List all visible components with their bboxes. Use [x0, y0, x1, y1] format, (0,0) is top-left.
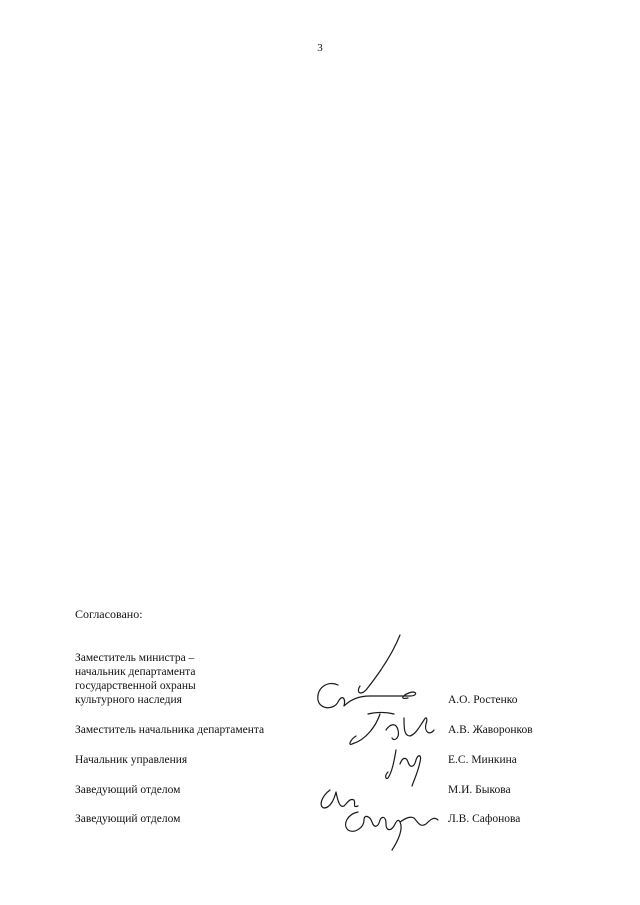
position-title: Заместитель начальника департамента: [75, 724, 265, 736]
position-title: Заведующий отделом: [75, 784, 181, 796]
approval-heading: Согласовано:: [75, 607, 143, 621]
signature-minkina: [386, 750, 421, 786]
position-title: Заведующий отделом: [75, 813, 181, 825]
signatory-name: А.В. Жаворонков: [448, 724, 533, 736]
signatory-name: М.И. Быкова: [448, 784, 511, 796]
signature-safonova: [346, 812, 438, 850]
position-title: Заместитель министра – начальник департамента государственной охраны культурного наследия: [75, 652, 196, 706]
signatory-name: А.О. Ростенко: [448, 694, 518, 706]
handwritten-signatures: [300, 630, 450, 860]
signatory-name: Л.В. Сафонова: [448, 813, 521, 825]
signature-bykova: [321, 790, 358, 808]
page-number: 3: [317, 42, 323, 54]
signatory-name: Е.С. Минкина: [448, 754, 517, 766]
signature-rostenko: [318, 635, 416, 708]
signature-zhavoronkov: [350, 713, 434, 745]
position-title: Начальник управления: [75, 754, 188, 766]
